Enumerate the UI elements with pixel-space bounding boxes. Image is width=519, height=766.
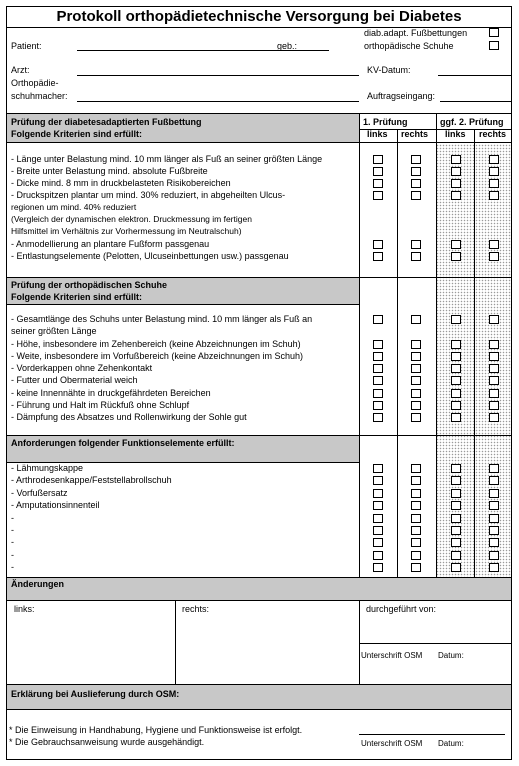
checkbox-first-right[interactable] [411,340,421,349]
section2-subtitle: Folgende Kriterien sind erfüllt: [11,292,143,302]
checkbox-first-right[interactable] [411,551,421,560]
checkbox-first-left[interactable] [373,340,383,349]
checkbox-first-left[interactable] [373,167,383,176]
function-element-text: - [11,550,14,560]
function-element-text: - [11,525,14,535]
section2-title: Prüfung der orthopädischen Schuhe [11,280,168,290]
checkbox-second-right[interactable] [489,413,499,422]
checkbox-second-right[interactable] [489,489,499,498]
checkbox-first-left[interactable] [373,364,383,373]
second-check-header: ggf. 2. Prüfung [440,117,504,127]
checkbox-second-left[interactable] [451,389,461,398]
checkbox-second-left[interactable] [451,413,461,422]
checkbox-first-right[interactable] [411,413,421,422]
checkbox-second-right[interactable] [489,563,499,572]
checkbox-first-left[interactable] [373,464,383,473]
section-header-bg [7,578,511,600]
criterion-text: - Weite, insbesondere im Vorfußbereich (keine Abzeichnungen im Schuh) [11,351,303,361]
checkbox-second-right[interactable] [489,364,499,373]
checkbox-second-left[interactable] [451,526,461,535]
checkbox-second-right[interactable] [489,389,499,398]
checkbox-first-right[interactable] [411,401,421,410]
criterion-text: - keine Innennähte in druckgefährdeten Bereichen [11,388,211,398]
checkbox-second-right[interactable] [489,340,499,349]
changes-left-label: links: [14,604,35,614]
checkbox-first-right[interactable] [411,489,421,498]
function-element-text: - [11,537,14,547]
birthdate-label: geb.: [277,41,298,51]
checkbox-second-left[interactable] [451,538,461,547]
criterion-text: - Vorderkappen ohne Zehenkontakt [11,363,153,373]
divider [359,643,511,644]
checkbox-second-left[interactable] [451,364,461,373]
checkbox-first-right[interactable] [411,563,421,572]
criterion-text: - Führung und Halt im Rückfuß ohne Schlupf [11,400,190,410]
checkbox-first-right[interactable] [411,526,421,535]
column-divider [436,114,437,577]
changes-title: Änderungen [11,579,64,589]
patient-label: Patient: [11,41,42,51]
column-divider [397,129,398,577]
function-element-text: - [11,513,14,523]
col-header-right-1: rechts [401,129,429,139]
checkbox-first-right[interactable] [411,252,421,261]
checkbox-second-left[interactable] [451,155,461,164]
kv-date-label: KV-Datum: [367,65,411,75]
checkbox-first-left[interactable] [373,413,383,422]
checkbox-second-right[interactable] [489,501,499,510]
checkbox-second-right[interactable] [489,476,499,485]
checkbox-second-left[interactable] [451,240,461,249]
checkbox-first-right[interactable] [411,476,421,485]
function-element-text: - [11,562,14,572]
checkbox-first-left[interactable] [373,179,383,188]
checkbox-first-left[interactable] [373,352,383,361]
checkbox-first-left[interactable] [373,389,383,398]
criterion-text: - Dicke mind. 8 mm in druckbelasteten Risikobereichen [11,178,231,188]
checkbox-first-left[interactable] [373,155,383,164]
checkbox-first-right[interactable] [411,155,421,164]
function-element-text: - Vorfußersatz [11,488,68,498]
checkbox-second-left[interactable] [451,514,461,523]
checkbox-first-left[interactable] [373,551,383,560]
diab-insoles-checkbox[interactable] [489,28,499,37]
checkbox-first-left[interactable] [373,401,383,410]
checkbox-first-left[interactable] [373,526,383,535]
divider [7,709,511,710]
diab-insoles-label: diab.adapt. Fußbettungen [364,28,468,38]
checkbox-second-left[interactable] [451,167,461,176]
delivery-date-label: Datum: [438,739,464,748]
delivery-line-1: * Die Einweisung in Handhabung, Hygiene und Funktionsweise ist erfolgt. [9,725,303,735]
checkbox-second-right[interactable] [489,155,499,164]
checkbox-first-right[interactable] [411,240,421,249]
checkbox-second-right[interactable] [489,167,499,176]
divider [7,600,511,601]
col-header-left-1: links [367,129,388,139]
checkbox-second-right[interactable] [489,191,499,200]
checkbox-first-right[interactable] [411,191,421,200]
checkbox-second-left[interactable] [451,551,461,560]
checkbox-second-right[interactable] [489,352,499,361]
criterion-text: - Gesamtlänge des Schuhs unter Belastung mind. 10 mm länger als Fuß an [11,314,313,324]
checkbox-second-left[interactable] [451,340,461,349]
divider [7,304,359,305]
checkbox-first-right[interactable] [411,514,421,523]
col-header-left-2: links [445,129,466,139]
checkbox-first-left[interactable] [373,191,383,200]
changes-date-label: Datum: [438,651,464,660]
checkbox-second-left[interactable] [451,401,461,410]
done-by-label: durchgeführt von: [366,604,437,614]
checkbox-first-left[interactable] [373,252,383,261]
checkbox-second-left[interactable] [451,563,461,572]
checkbox-second-right[interactable] [489,514,499,523]
doctor-label: Arzt: [11,65,30,75]
order-date-label: Auftragseingang: [367,91,436,101]
function-element-text: - Amputationsinnenteil [11,500,100,510]
checkbox-first-left[interactable] [373,489,383,498]
shoemaker-label-1: Orthopädie- [11,78,59,88]
changes-signature-label: Unterschrift OSM [361,651,423,660]
checkbox-first-left[interactable] [373,476,383,485]
criterion-text: - Dämpfung des Absatzes und Rollenwirkung der Sohle gut [11,412,247,422]
checkbox-first-left[interactable] [373,563,383,572]
checkbox-second-left[interactable] [451,179,461,188]
col-header-right-2: rechts [479,129,507,139]
checkbox-second-left[interactable] [451,191,461,200]
delivery-signature-label: Unterschrift OSM [361,739,423,748]
criterion-text: Hilfsmittel im Verhältnis zur Vorhermessung im Neutralschuh) [11,226,242,236]
ortho-shoes-label: orthopädische Schuhe [364,41,454,51]
checkbox-first-left[interactable] [373,315,383,324]
checkbox-first-left[interactable] [373,514,383,523]
checkbox-first-left[interactable] [373,501,383,510]
checkbox-second-right[interactable] [489,538,499,547]
criterion-text: - Breite unter Belastung mind. absolute Fußbreite [11,166,208,176]
checkbox-second-right[interactable] [489,526,499,535]
checkbox-second-right[interactable] [489,401,499,410]
delivery-title: Erklärung bei Auslieferung durch OSM: [11,689,180,699]
checkbox-first-right[interactable] [411,352,421,361]
changes-right-label: rechts: [182,604,210,614]
ortho-shoes-checkbox[interactable] [489,41,499,50]
section1-title: Prüfung der diabetesadaptierten Fußbettung [11,117,202,127]
doctor-field-line[interactable] [77,75,359,76]
checkbox-second-right[interactable] [489,551,499,560]
column-divider [359,600,360,684]
column-divider [175,600,176,684]
checkbox-second-right[interactable] [489,376,499,385]
checkbox-second-right[interactable] [489,179,499,188]
criterion-text: - Druckspitzen plantar um mind. 30% reduziert, in abgeheilten Ulcus- [11,190,286,200]
column-divider [474,129,475,577]
checkbox-first-right[interactable] [411,538,421,547]
column-divider [359,114,360,577]
checkbox-first-right[interactable] [411,179,421,188]
shoemaker-field-line[interactable] [77,101,359,102]
checkbox-first-right[interactable] [411,364,421,373]
criterion-text: seiner größten Länge [11,326,97,336]
function-element-text: - Arthrodesenkappe/Feststellabrollschuh [11,475,172,485]
checkbox-second-left[interactable] [451,376,461,385]
checkbox-second-left[interactable] [451,476,461,485]
checkbox-second-left[interactable] [451,464,461,473]
checkbox-first-right[interactable] [411,167,421,176]
checkbox-first-right[interactable] [411,376,421,385]
criterion-text: - Futter und Obermaterial weich [11,375,138,385]
checkbox-second-right[interactable] [489,252,499,261]
checkbox-second-right[interactable] [489,240,499,249]
checkbox-first-right[interactable] [411,389,421,398]
first-check-header: 1. Prüfung [363,117,408,127]
criterion-text: - Länge unter Belastung mind. 10 mm länger als Fuß an seiner größten Länge [11,154,323,164]
checkbox-first-left[interactable] [373,240,383,249]
checkbox-second-right[interactable] [489,315,499,324]
shoemaker-label-2: schuhmacher: [11,91,68,101]
order-date-field-line[interactable] [440,101,511,102]
criterion-text: - Höhe, insbesondere im Zehenbereich (keine Abzeichnungen im Schuh) [11,339,301,349]
criterion-text: - Anmodellierung an plantare Fußform passgenau [11,239,210,249]
divider [359,129,511,130]
checkbox-first-left[interactable] [373,538,383,547]
section3-title: Anforderungen folgender Funktionselemente erfüllt: [11,438,235,448]
criterion-text: - Entlastungselemente (Pelotten, Ulcuseinbettungen usw.) passgenau [11,251,289,261]
criterion-text: regionen um mind. 40% reduziert [11,202,137,212]
delivery-signature-line[interactable] [359,734,505,735]
section1-subtitle: Folgende Kriterien sind erfüllt: [11,129,143,139]
protocol-form [6,6,512,760]
checkbox-first-right[interactable] [411,315,421,324]
checkbox-second-left[interactable] [451,315,461,324]
delivery-line-2: * Die Gebrauchsanweisung wurde ausgehändigt. [9,737,205,747]
kv-date-field-line[interactable] [438,75,511,76]
checkbox-second-left[interactable] [451,252,461,261]
checkbox-second-right[interactable] [489,464,499,473]
checkbox-first-left[interactable] [373,376,383,385]
checkbox-second-left[interactable] [451,489,461,498]
form-title: Protokoll orthopädietechnische Versorgung bei Diabetes [7,7,511,28]
checkbox-first-right[interactable] [411,501,421,510]
function-element-text: - Lähmungskappe [11,463,84,473]
checkbox-first-right[interactable] [411,464,421,473]
checkbox-second-left[interactable] [451,501,461,510]
criterion-text: (Vergleich der dynamischen elektron. Druckmessung im fertigen [11,214,252,224]
checkbox-second-left[interactable] [451,352,461,361]
